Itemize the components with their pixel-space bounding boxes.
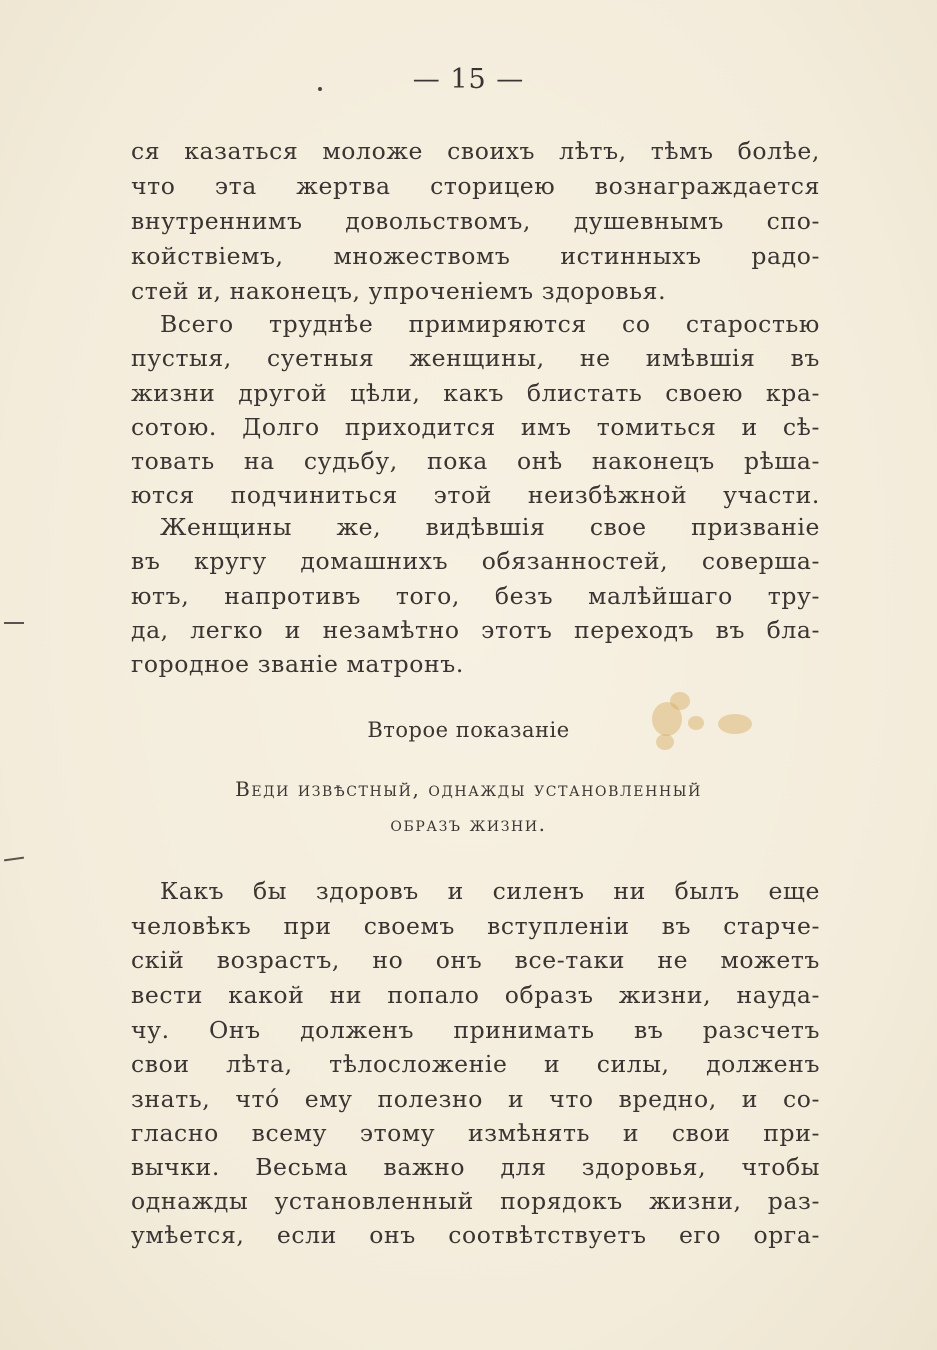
text-line: что эта жертва сторицею вознаграждается (131, 172, 820, 200)
text-line: знать, чтó ему полезно и что вредно, и со- (131, 1085, 820, 1113)
section-heading: Второе показаніе (367, 718, 570, 742)
margin-mark (4, 857, 24, 862)
text-line: сотою. Долго приходится имъ томиться и сѣ- (131, 413, 820, 441)
text-line: вести какой ни попало образъ жизни, науда- (131, 981, 820, 1009)
text-line: гласно всему этому измѣнять и свои при- (131, 1119, 820, 1147)
text-line: человѣкъ при своемъ вступленіи въ старче- (131, 912, 820, 940)
text-line: койствіемъ, множествомъ истинныхъ радо- (131, 242, 820, 270)
page-number: — 15 — (412, 64, 525, 95)
text-line: Всего труднѣе примиряются со старостью (160, 310, 820, 338)
text-line: да, легко и незамѣтно этотъ переходъ въ бла- (131, 616, 820, 644)
text-line: умѣется, если онъ соотвѣтствуетъ его орга- (131, 1221, 820, 1249)
text-line: однажды установленный порядокъ жизни, раз- (131, 1187, 820, 1215)
text-line: ся казаться моложе своихъ лѣтъ, тѣмъ болѣе, (131, 137, 820, 165)
text-line: Женщины же, видѣвшія свое призваніе (160, 513, 820, 541)
text-line: свои лѣта, тѣлосложеніе и силы, долженъ (131, 1050, 820, 1078)
text-line: ютъ, напротивъ того, безъ малѣйшаго тру- (131, 582, 820, 610)
text-line: чу. Онъ долженъ принимать въ разсчетъ (131, 1016, 820, 1044)
text-line: товать на судьбу, пока онѣ наконецъ рѣша- (131, 447, 820, 475)
text-line: Какъ бы здоровъ и силенъ ни былъ еще (160, 877, 820, 905)
text-line: стей и, наконецъ, упроченіемъ здоровья. (131, 277, 667, 305)
stray-ink-dot (318, 87, 322, 91)
maxim-line: образъ жизни. (390, 812, 547, 836)
maxim-line: Веди извѣстный, однажды установленный (235, 777, 702, 801)
text-line: пустыя, суетныя женщины, не имѣвшія въ (131, 344, 820, 372)
text-line: въ кругу домашнихъ обязанностей, соверша- (131, 547, 820, 575)
margin-mark (4, 622, 24, 624)
text-line: вычки. Весьма важно для здоровья, чтобы (131, 1153, 820, 1181)
text-line: жизни другой цѣли, какъ блистать своею кра- (131, 379, 820, 407)
text-line: ются подчиниться этой неизбѣжной участи. (131, 481, 820, 509)
text-line: внутреннимъ довольствомъ, душевнымъ спо- (131, 207, 820, 235)
text-line: скій возрастъ, но онъ все-таки не можетъ (131, 946, 820, 974)
text-line: городное званіе матронъ. (131, 650, 464, 678)
